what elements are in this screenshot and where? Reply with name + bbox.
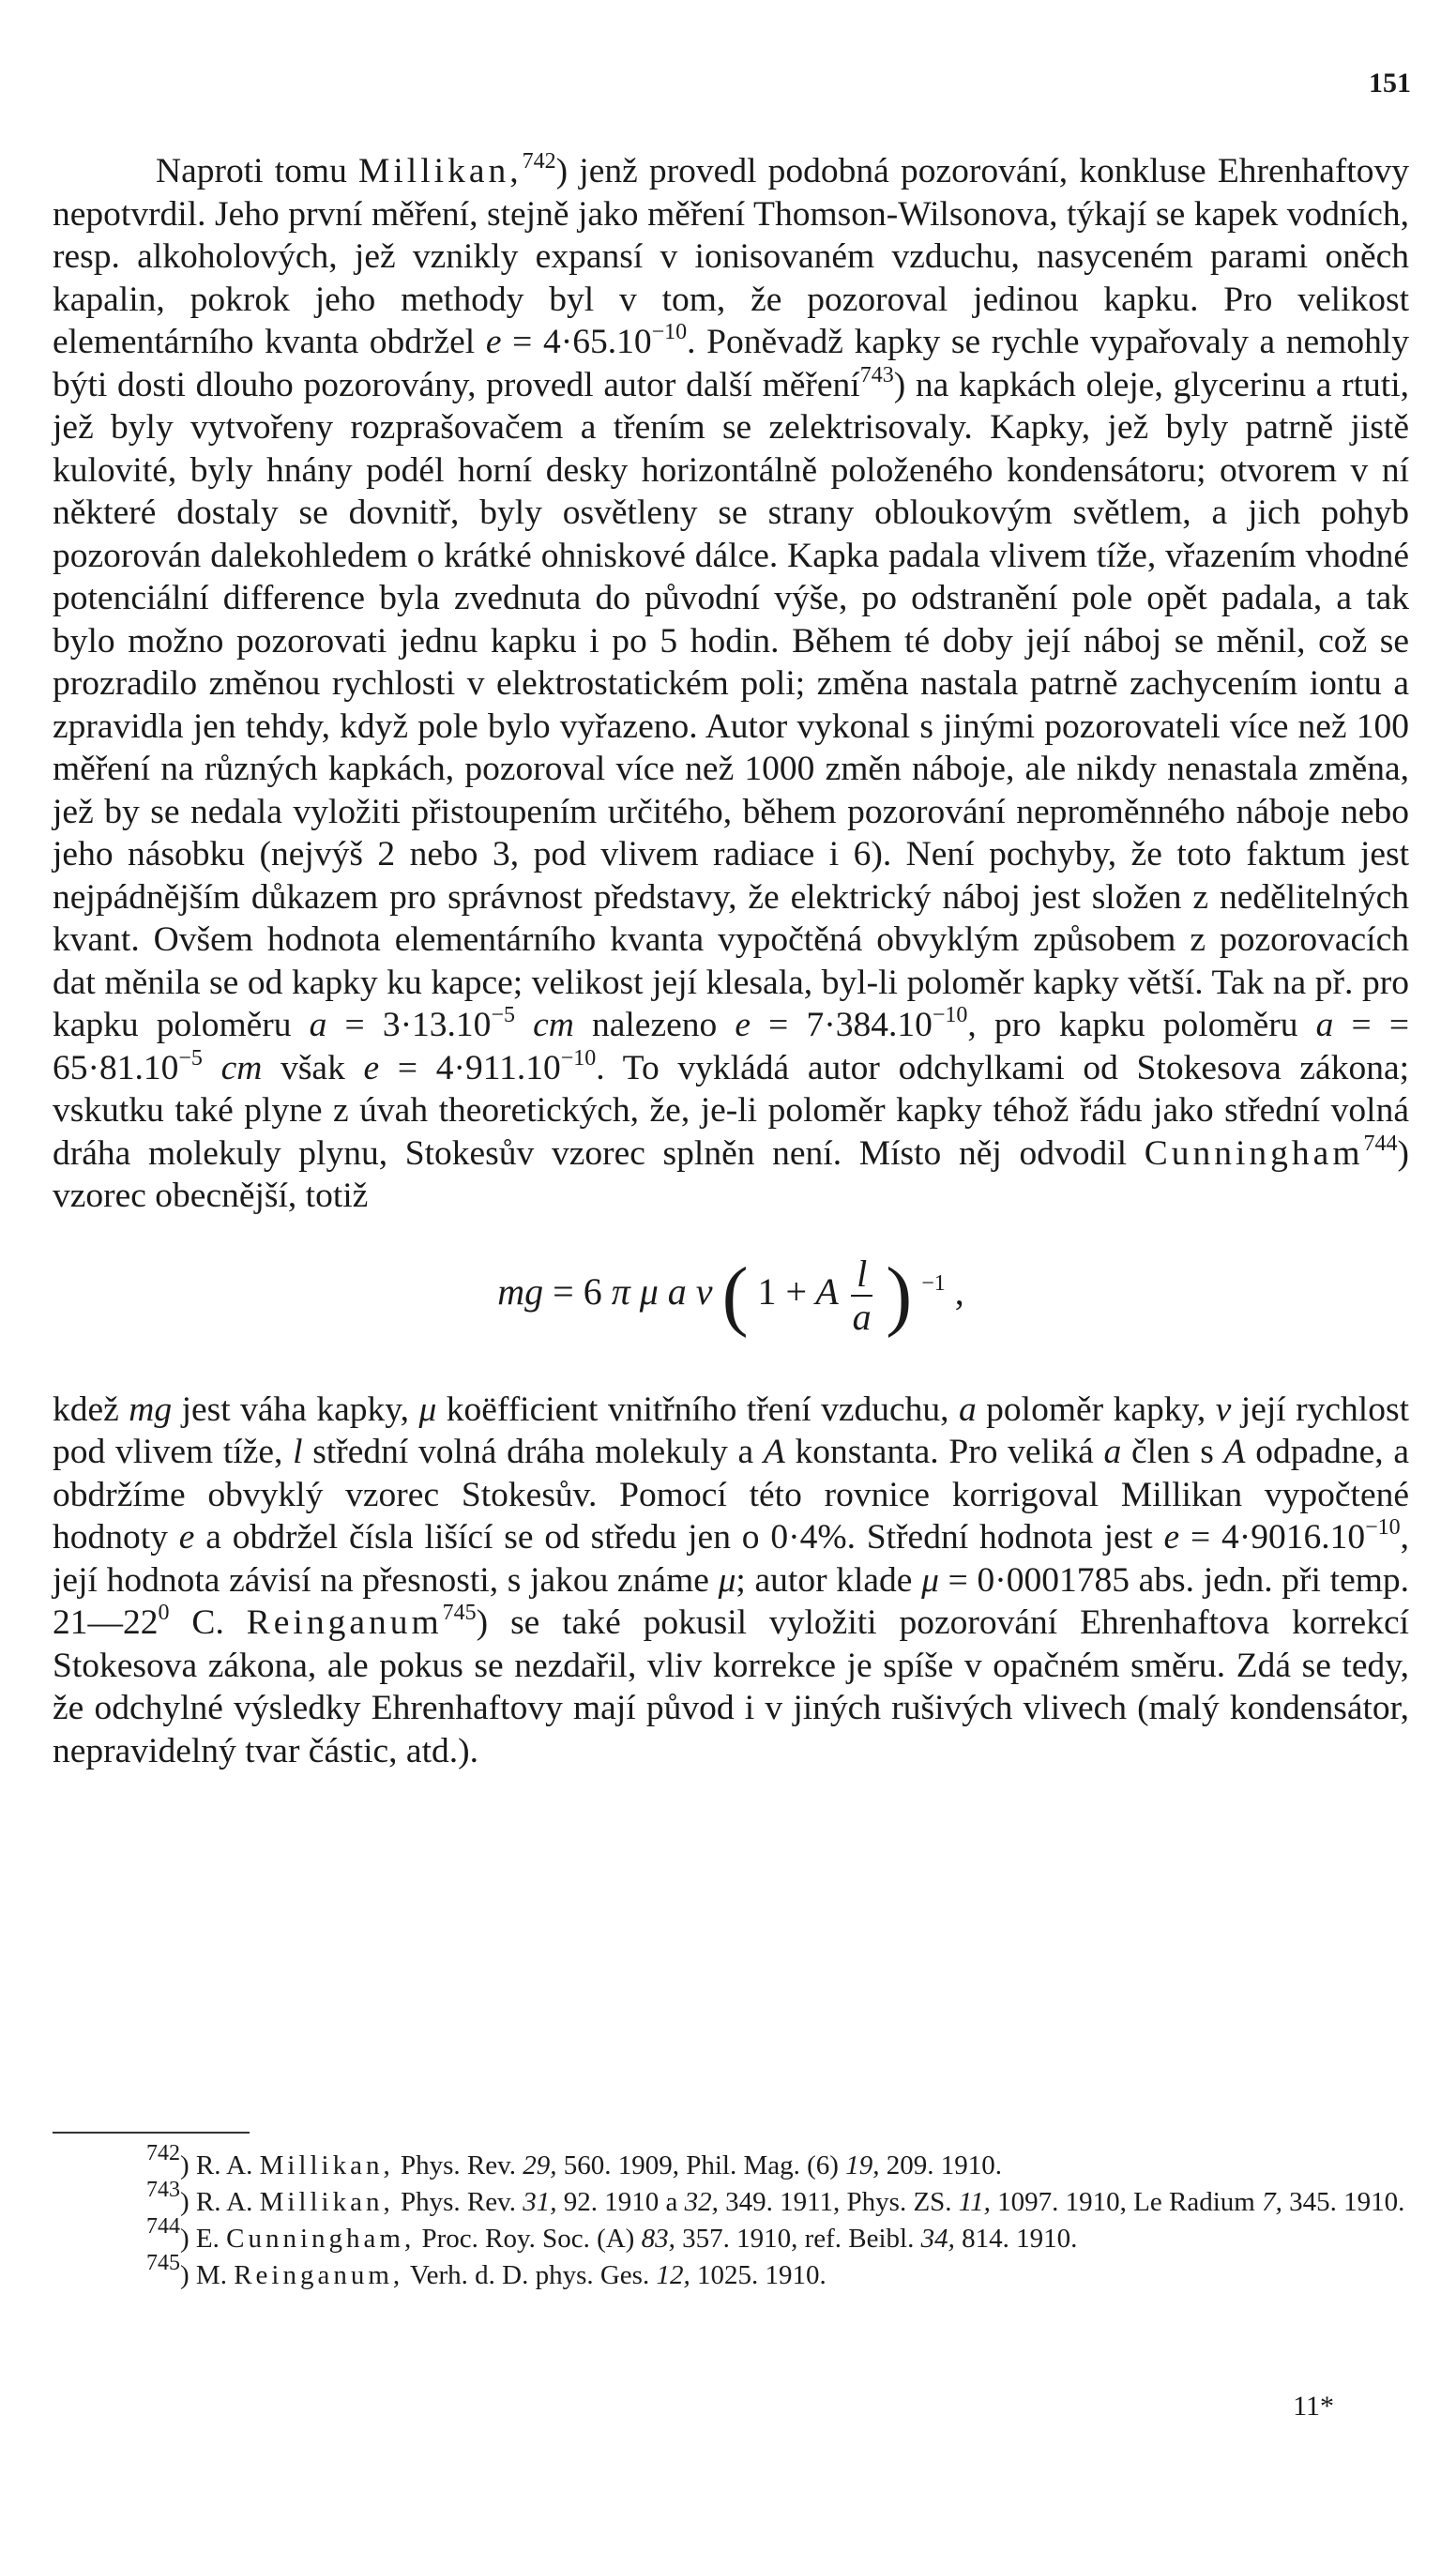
text-run: 1097. 1910, Le Radium — [990, 2187, 1263, 2217]
formula-one: 1 — [757, 1269, 777, 1313]
italic-run: e — [363, 1048, 380, 1087]
italic-run: 7, — [1262, 2187, 1282, 2217]
text-run: ) E. — [180, 2224, 227, 2254]
superscript: 743 — [146, 2178, 180, 2202]
italic-run: mg — [129, 1390, 173, 1429]
superscript: −10 — [1365, 1515, 1401, 1540]
text-run: ) vzorec obecnější, totiž — [53, 1133, 1409, 1215]
italic-run: 19, — [845, 2150, 880, 2180]
text-run: Verh. d. D. phys. Ges. — [403, 2260, 657, 2290]
text-run: ) se také pokusil vyložiti pozorování Ehrenhaftova korrekcí Stokesova zákona, ale pokus se nezdařil, vliv korrekce je spíše v opačném směru. Zdá se tedy, že odchylné výsledky Ehrenhaftovy mají původ i v jiných rušivých vlivech (malý kondensátor, nepravidelný tvar částic, atd.). — [53, 1603, 1410, 1770]
text-run: = 4·911.10 — [379, 1048, 561, 1087]
superscript: −10 — [932, 1003, 968, 1027]
italic-run: cm — [220, 1048, 263, 1087]
formula-exponent: −1 — [921, 1270, 946, 1296]
text-run: Cunningham, — [226, 2224, 416, 2254]
italic-run: e — [178, 1518, 195, 1557]
footnotes — [53, 2141, 1409, 2295]
text-run: ) M. — [180, 2260, 235, 2290]
text-run: ) R. A. — [180, 2150, 260, 2180]
italic-run: 29, — [523, 2150, 557, 2180]
text-run: = 7·384.10 — [751, 1006, 933, 1044]
italic-run: 12, — [656, 2260, 690, 2290]
superscript: −10 — [651, 320, 688, 344]
text-run: Naproti tomu — [156, 152, 359, 190]
footnote-745 — [53, 2251, 1409, 2293]
paragraph-millikan — [53, 150, 1409, 1218]
text-run: Phys. Rev. — [393, 2150, 523, 2180]
text-run: střední volná dráha molekuly a — [302, 1433, 764, 1471]
superscript: 0 — [158, 1601, 170, 1625]
text-run: 814. 1910. — [954, 2224, 1078, 2254]
formula-open-paren: ( — [721, 1251, 749, 1339]
text-run: . Poněvadž kapky se rychle vypařovaly a nemohly býti dosti dlouho pozorovány, provedl autor další měření — [53, 323, 1410, 404]
text-run: Millikan, — [358, 152, 523, 190]
footnote-742 — [53, 2141, 1409, 2183]
text-run: Proc. Roy. Soc. (A) — [415, 2224, 642, 2254]
text-run: Millikan, — [259, 2150, 394, 2180]
superscript: 742 — [522, 149, 556, 174]
text-run: konstanta. Pro veliká — [784, 1433, 1104, 1471]
italic-run: a — [309, 1006, 327, 1044]
superscript: −5 — [178, 1045, 203, 1071]
text-run — [515, 1006, 533, 1044]
text-run: Phys. Rev. — [393, 2187, 523, 2217]
formula-fraction — [851, 1253, 872, 1338]
formula-denominator: a — [852, 1295, 872, 1338]
footnote-743 — [53, 2178, 1409, 2220]
superscript: 742 — [146, 2141, 180, 2165]
formula-close-paren: ) — [886, 1251, 913, 1339]
text-run: 357. 1910, ref. Beibl. — [675, 2224, 921, 2254]
text-run: = 3·13.10 — [326, 1006, 492, 1044]
text-run: . To vykládá autor odchylkami od Stokesova zákona; vskutku také plyne z úvah theoretických, že, je-li poloměr kapky téhož řádu jako střední volná dráha molekuly plynu, Stokesův vzorec splněn není. Místo něj odvodil — [53, 1048, 1410, 1173]
italic-run: μ — [921, 1560, 939, 1600]
signature-mark: 11* — [1293, 2391, 1334, 2422]
italic-run: μ — [418, 1390, 437, 1429]
formula-trailing-comma: , — [954, 1269, 964, 1313]
superscript: 745 — [146, 2251, 180, 2275]
formula-plus: + — [785, 1269, 808, 1313]
text-run: , její hodnota závisí na přesnosti, s jakou známe — [53, 1518, 1409, 1600]
text-run: ) na kapkách oleje, glycerinu a rtuti, jež byly vytvořeny rozprašovačem a třením se zelektrisovaly. Kapky, jež byly patrně jistě kulovité, byly hnány podél horní desky horizontálně položeného kondensátoru; otvorem v ní některé dostaly se dovnitř, byly osvětleny se strany obloukovým světlem, a jich pohyb pozorován dalekohledem o krátké ohniskové dálce. Kapka padala vlivem tíže, vřazením vhodné potenciální difference byla zvednuta do původní výše, po odstranění pole opět padala, a tak bylo možno pozorovati jednu kapku i po 5 hodin. Během té doby její náboj se měnil, což se prozradilo změnou rychlosti v elektrostatickém poli; změna nastala patrně zachycením iontu a zpravidla jen tehdy, když pole bylo vyřazeno. Autor vykonal s jinými pozorovateli více než 100 měření na různých kapkách, pozoroval více než 1000 změn náboje, ale nikdy nenastala změna, jež by se nedala vyložiti přistoupením určitého, během pozorování neproměnného náboje nebo jeho násobku (nejvýš 2 nebo 3, pod vlivem radiace i 6). Není pochyby, že toto faktum jest nejpádnějším důkazem pro správnost představy, že elektrický náboj jest složen z nedělitelných kvant. Ovšem hodnota elementárního kvanta vypočtěná obvyklým způsobem z pozorovacích dat měnila se od kapky ku kapce; velikost její klesala, byl-li poloměr kapky větší. Tak na př. pro kapku poloměru — [53, 365, 1409, 1044]
text-run: její rychlost pod vlivem tíže, — [53, 1390, 1409, 1471]
italic-run: 34, — [920, 2224, 955, 2254]
italic-run: μ — [718, 1560, 736, 1600]
footnote-rule — [53, 2132, 250, 2134]
italic-run: a — [958, 1390, 977, 1429]
text-run: 209. 1910. — [879, 2150, 1002, 2180]
italic-run: 83, — [641, 2224, 675, 2254]
formula-equals: = — [553, 1269, 574, 1313]
superscript: 745 — [442, 1601, 477, 1625]
italic-run: a — [1103, 1433, 1122, 1471]
italic-run: l — [293, 1433, 303, 1471]
text-run: ; autor klade — [736, 1560, 922, 1600]
text-run: odpadne, a obdržíme obvyklý vzorec Stokesův. Pomocí této rovnice korrigoval Millikan vypočtené hodnoty — [53, 1433, 1409, 1557]
text-run: člen s — [1121, 1433, 1224, 1471]
paragraph-explanation — [53, 1389, 1409, 1773]
text-run: = 4·9016.10 — [1179, 1518, 1366, 1557]
text-run: a obdržel čísla lišící se od středu jen o 0·4%. Střední hodnota jest — [194, 1518, 1164, 1557]
italic-run: A — [1223, 1433, 1246, 1471]
formula-lhs: mg — [497, 1269, 544, 1313]
italic-run: e — [485, 323, 502, 361]
text-run: ) R. A. — [180, 2187, 260, 2217]
italic-run: 32, — [684, 2187, 719, 2217]
text-run: kdež — [53, 1390, 129, 1429]
italic-run: 11, — [958, 2187, 991, 2217]
superscript: 744 — [146, 2214, 180, 2239]
text-run: 349. 1911, Phys. ZS. — [718, 2187, 959, 2217]
main-text — [53, 150, 1409, 1772]
italic-run: 31, — [523, 2187, 557, 2217]
formula-expression — [497, 1253, 964, 1338]
text-run: nalezeno — [573, 1006, 736, 1044]
text-run: ) jenž provedl podobná pozorování, konkluse Ehrenhaftovy nepotvrdil. Jeho první měření, stejně jako měření Thomson-Wilsonova, týkají se kapek vodních, resp. alkoholových, jež vznikly expansí v ionisovaném vzduchu, nasyceném parami oněch kapalin, pokrok jeho methody byl v tom, že pozoroval jedinou kapku. Pro velikost elementárního kvanta obdržel — [53, 152, 1409, 361]
text-run: však — [262, 1048, 364, 1087]
italic-run: e — [1163, 1518, 1180, 1557]
superscript: 743 — [859, 362, 894, 387]
text-run: 345. 1910. — [1282, 2187, 1405, 2217]
formula-symbols: π μ a v — [611, 1269, 713, 1313]
text-run: Reinganum, — [234, 2260, 404, 2290]
superscript: −5 — [491, 1003, 515, 1027]
text-run: Millikan, — [259, 2187, 394, 2217]
text-run: C. — [169, 1603, 247, 1642]
superscript: 744 — [1363, 1131, 1398, 1156]
text-run: , pro kapku poloměru — [967, 1006, 1316, 1044]
italic-run: v — [1215, 1390, 1232, 1429]
text-run: 560. 1909, Phil. Mag. (6) — [556, 2150, 846, 2180]
text-run — [203, 1049, 221, 1087]
text-run: jest váha kapky, — [172, 1390, 419, 1429]
text-run: = 0·0001785 abs. jedn. při temp. 21—22 — [53, 1560, 1410, 1642]
text-run: 1025. 1910. — [690, 2260, 827, 2290]
text-run: koëfficient vnitřního tření vzduchu, — [436, 1390, 959, 1429]
text-run: = = 65·81.10 — [53, 1006, 1409, 1087]
italic-run: e — [735, 1006, 751, 1044]
text-run: = 4·65.10 — [501, 323, 652, 361]
formula-coefficient: 6 — [583, 1269, 602, 1313]
italic-run: a — [1315, 1006, 1334, 1044]
page-number: 151 — [1369, 68, 1411, 99]
text-run: Reinganum — [246, 1603, 443, 1642]
formula-constant-a: A — [815, 1269, 839, 1313]
text-run: poloměr kapky, — [976, 1390, 1216, 1429]
italic-run: cm — [533, 1006, 574, 1044]
superscript: −10 — [560, 1045, 597, 1071]
italic-run: A — [763, 1433, 785, 1471]
stokes-cunningham-formula — [53, 1253, 1409, 1357]
text-run: 92. 1910 a — [556, 2187, 685, 2217]
footnote-744 — [53, 2214, 1409, 2256]
text-run: Cunningham — [1144, 1133, 1364, 1173]
formula-numerator: l — [851, 1253, 872, 1297]
